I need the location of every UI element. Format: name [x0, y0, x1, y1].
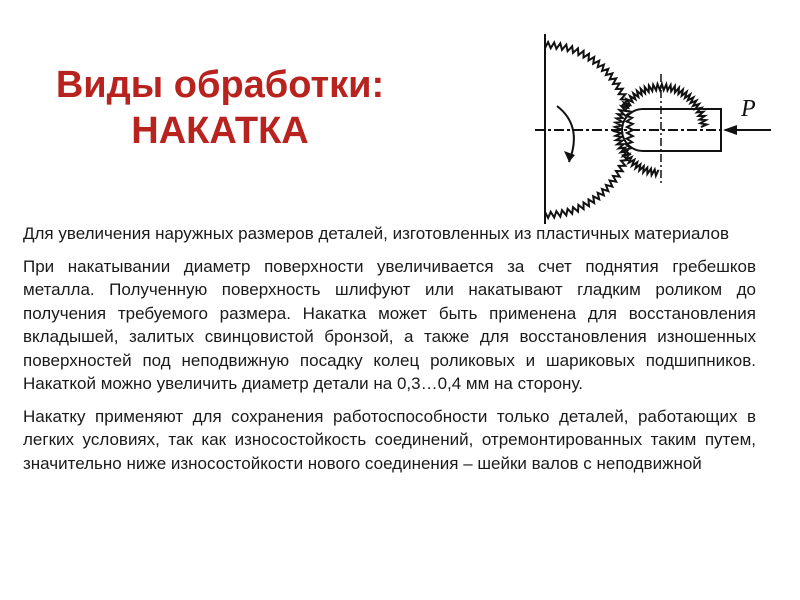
slide-title-line-1: Виды обработки:: [55, 64, 385, 106]
knurling-diagram: [535, 34, 775, 224]
paragraph-3: Накатку применяют для сохранения работоспособности только деталей, работающих в легких условиях, так как износостойкость соединений, отремонтированных таким путем, значительно ниже износостойкости нового соединения – шейки валов с неподвижной: [23, 406, 756, 473]
slide-title: [20, 62, 420, 154]
knurling-diagram-svg: [535, 34, 775, 224]
force-label: P: [741, 96, 756, 122]
paragraph-1: Для увеличения наружных размеров деталей, изготовленных из пластичных материалов: [23, 224, 729, 243]
paragraph-2: При накатывании диаметр поверхности увеличивается за счет поднятия гребешков металла. Полученную поверхность шлифуют или накатывают гладким роликом до получения требуемого размера. Накатка может быть применена для восстановления вкладышей, залитых свинцовистой бронзой, а также для восстановления изношенных поверхностей под неподвижную посадку колец роликовых и шариковых подшипников. Накаткой можно увеличить диаметр детали на 0,3…0,4 мм на сторону.: [23, 256, 756, 393]
force-arrowhead: [723, 125, 737, 135]
body-text: [23, 222, 756, 484]
slide-title-line-2: НАКАТКА: [131, 110, 309, 152]
rotation-arrowhead: [564, 151, 575, 162]
